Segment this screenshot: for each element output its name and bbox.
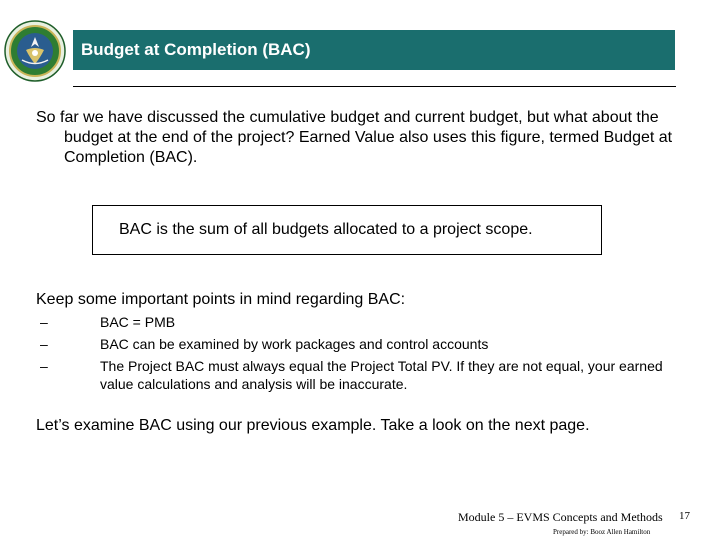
dash-bullet: –: [40, 314, 48, 330]
point-text: The Project BAC must always equal the Project Total PV. If they are not equal, your earned value calculations and analysis will be inaccurate.: [100, 358, 663, 392]
page-number: 17: [679, 510, 690, 522]
closing-paragraph: Let’s examine BAC using our previous example. Take a look on the next page.: [36, 417, 590, 434]
list-item: [40, 313, 680, 331]
bac-points-list: [40, 313, 680, 393]
footer-prepared-by: Prepared by: Booz Allen Hamilton: [553, 528, 651, 536]
page-title: Budget at Completion (BAC): [73, 30, 675, 70]
footer-module-label: Module 5 – EVMS Concepts and Methods: [458, 510, 663, 524]
points-heading: Keep some important points in mind regarding BAC:: [36, 291, 406, 308]
point-text: BAC can be examined by work packages and control accounts: [100, 336, 489, 352]
list-item: [40, 335, 680, 353]
dash-bullet: –: [40, 336, 48, 352]
list-item: [40, 357, 680, 393]
intro-paragraph: So far we have discussed the cumulative budget and current budget, but what about the budget at the end of the project? Earned Value also uses this figure, termed Budget at Completion (BAC).: [36, 109, 673, 166]
dash-bullet: –: [40, 358, 48, 374]
point-text: BAC = PMB: [100, 314, 176, 330]
doe-seal-icon: [4, 20, 66, 82]
title-divider: [73, 86, 676, 87]
bac-definition-box: BAC is the sum of all budgets allocated to a project scope.: [92, 205, 602, 255]
